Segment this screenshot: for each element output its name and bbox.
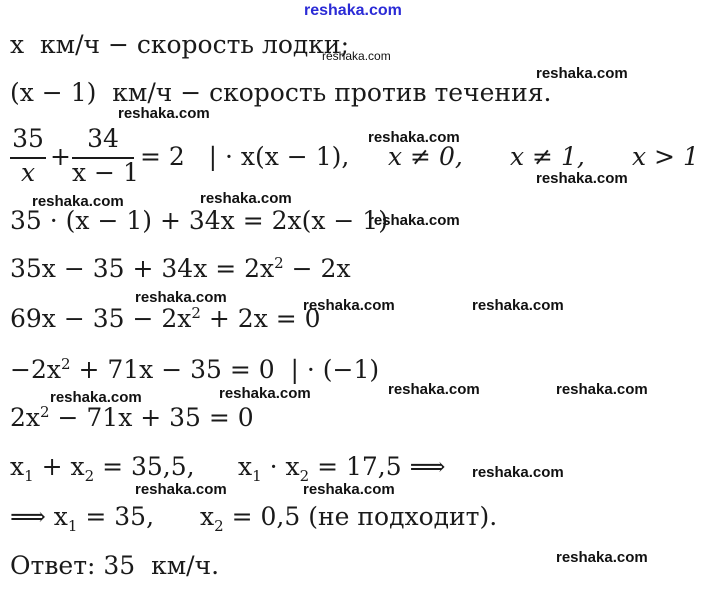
watermark: reshaka.com (472, 297, 564, 314)
expression-part: − 71x + 35 = 0 (49, 403, 254, 432)
fraction-34-over-x-minus-1 (72, 124, 139, 190)
condition-x-not-1: x ≠ 1, (510, 142, 585, 171)
watermark: reshaka.com (556, 549, 648, 566)
vieta-sum (10, 452, 195, 485)
equation-line (10, 304, 321, 334)
denominator: x − 1 (72, 158, 139, 187)
expression-part: + 71x − 35 = 0 | · (−1) (70, 355, 380, 384)
denominator: x (20, 158, 36, 187)
expression-part: −2x (10, 355, 61, 384)
vieta-product (238, 452, 446, 485)
answer: Ответ: 35 км/ч. (10, 551, 220, 580)
variable-definition: x км/ч − скорость лодки; (10, 30, 350, 59)
watermark: reshaka.com (200, 190, 292, 207)
watermark: reshaka.com (322, 49, 391, 63)
expression-part: + 2x = 0 (200, 304, 321, 333)
quadratic-equation (10, 403, 254, 433)
watermark: reshaka.com (536, 170, 628, 187)
subscript: 2 (214, 517, 224, 535)
expression-part: · x (261, 452, 300, 481)
watermark: reshaka.com (219, 385, 311, 402)
numerator: 35 (12, 124, 44, 153)
expression-part: + x (33, 452, 85, 481)
watermark: reshaka.com (135, 481, 227, 498)
expression-part: = 35, (77, 502, 155, 531)
watermark: reshaka.com (50, 389, 142, 406)
upstream-speed-definition: (x − 1) км/ч − скорость против течения. (10, 78, 552, 107)
numerator: 34 (87, 124, 119, 153)
expression-part: − 2x (283, 254, 351, 283)
watermark: reshaka.com (368, 129, 460, 146)
subscript: 1 (67, 517, 78, 535)
watermark: reshaka.com (388, 381, 480, 398)
root-two (200, 502, 498, 535)
equation-rhs: = 2 | · x(x − 1), (140, 142, 350, 171)
subscript: 1 (24, 467, 34, 485)
watermark: reshaka.com (304, 2, 402, 19)
subscript: 1 (252, 467, 262, 485)
watermark: reshaka.com (303, 297, 395, 314)
condition-x-gt-1: x > 1 (632, 142, 699, 171)
subscript: 2 (84, 467, 95, 485)
expression-part: = 0,5 (не подходит). (223, 502, 498, 531)
exponent: 2 (191, 304, 201, 322)
root-one (10, 502, 155, 535)
watermark: reshaka.com (556, 381, 648, 398)
watermark: reshaka.com (32, 193, 124, 210)
equation-line (10, 254, 351, 284)
expression-part: ⟹ x (10, 502, 68, 531)
subscript: 2 (299, 467, 310, 485)
fraction-35-over-x (10, 124, 46, 190)
expression-part: x (238, 452, 253, 481)
expression-part: 69x − 35 − 2x (10, 304, 192, 333)
expression-part: 2x (10, 403, 41, 432)
expression-part: = 35,5, (94, 452, 195, 481)
plus-sign: + (50, 142, 71, 171)
exponent: 2 (40, 403, 50, 421)
watermark: reshaka.com (536, 65, 628, 82)
condition-x-not-0: x ≠ 0, (388, 142, 463, 171)
expression-part: x (200, 502, 215, 531)
watermark: reshaka.com (368, 212, 460, 229)
watermark: reshaka.com (472, 464, 564, 481)
expression-part: x (10, 452, 25, 481)
exponent: 2 (274, 254, 284, 272)
expression-part: 35x − 35 + 34x = 2x (10, 254, 275, 283)
watermark: reshaka.com (118, 105, 210, 122)
equation-line: 35 · (x − 1) + 34x = 2x(x − 1) (10, 206, 388, 235)
watermark: reshaka.com (135, 289, 227, 306)
expression-part: = 17,5 ⟹ (309, 452, 446, 481)
equation-line (10, 355, 379, 385)
exponent: 2 (60, 355, 71, 373)
watermark: reshaka.com (303, 481, 395, 498)
